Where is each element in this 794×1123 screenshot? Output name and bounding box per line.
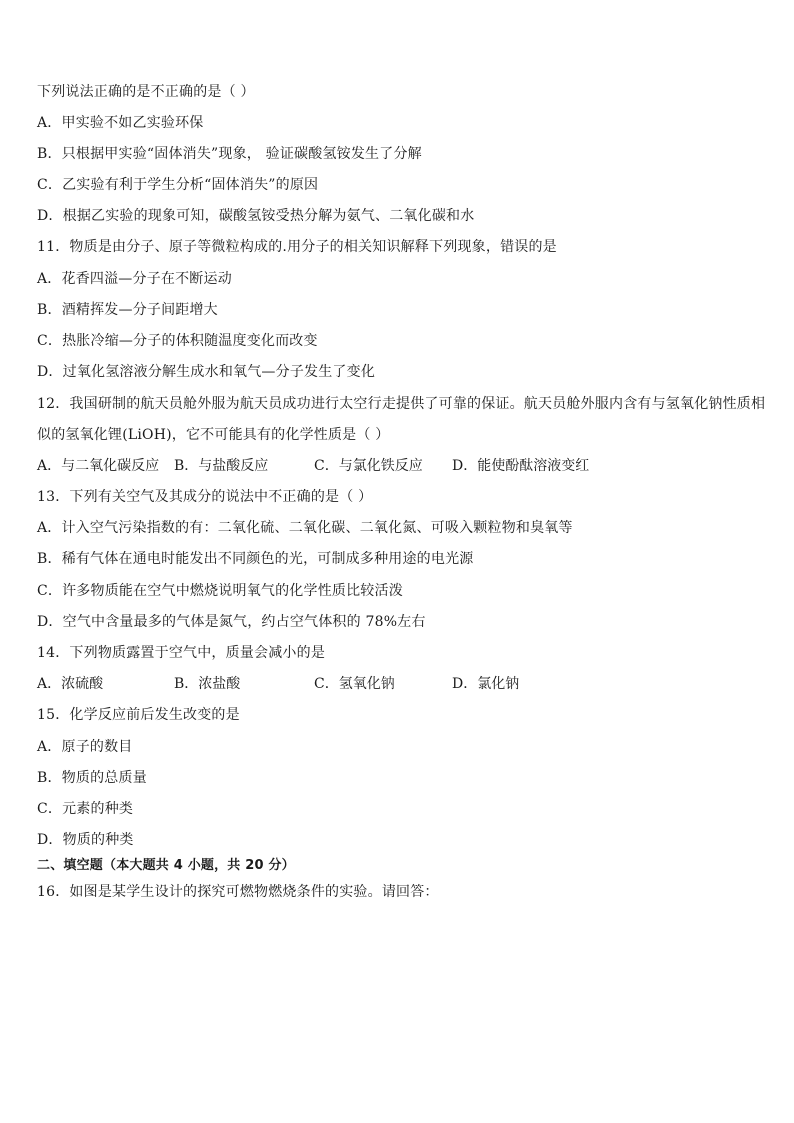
q13-option-c: C．许多物质能在空气中燃烧说明氧气的化学性质比较活泼 <box>37 583 403 599</box>
q13-stem: 13．下列有关空气及其成分的说法中不正确的是（ ） <box>37 489 373 505</box>
q16-stem: 16．如图是某学生设计的探究可燃物燃烧条件的实验。请回答： <box>37 884 439 900</box>
q12-option-c: C．与氯化铁反应 <box>314 458 423 474</box>
q11-option-c: C．热胀冷缩—分子的体积随温度变化而改变 <box>37 333 318 349</box>
q12-option-d: D．能使酚酞溶液变红 <box>452 458 590 474</box>
q14-option-b: B．浓盐酸 <box>174 676 241 692</box>
q11-stem: 11．物质是由分子、原子等微粒构成的.用分子的相关知识解释下列现象，错误的是 <box>37 239 557 255</box>
q11-option-b: B．酒精挥发—分子间距增大 <box>37 302 218 318</box>
q10-option-d: D．根据乙实验的现象可知，碳酸氢铵受热分解为氨气、二氧化碳和水 <box>37 208 475 224</box>
q15-stem: 15．化学反应前后发生改变的是 <box>37 707 240 723</box>
q10-stem: 下列说法正确的是不正确的是（ ） <box>37 84 255 100</box>
q11-option-d: D．过氧化氢溶液分解生成水和氧气—分子发生了变化 <box>37 364 376 380</box>
q13-option-d: D．空气中含量最多的气体是氮气，约占空气体积的 78%左右 <box>37 614 426 630</box>
q10-option-a: A．甲实验不如乙实验环保 <box>37 115 204 131</box>
q11-option-a: A．花香四溢—分子在不断运动 <box>37 271 232 287</box>
q14-options-row <box>37 675 757 693</box>
q14-option-d: D．氯化钠 <box>452 676 520 692</box>
q12-options-row <box>37 457 757 475</box>
q12-stem-line1: 12．我国研制的航天员舱外服为航天员成功进行太空行走提供了可靠的保证。航天员舱外服内含有与氢氧化钠性质相 <box>37 396 766 412</box>
q15-option-c: C．元素的种类 <box>37 801 134 817</box>
q12-option-a: A．与二氧化碳反应 <box>37 458 160 474</box>
q12-stem-line2: 似的氢氧化锂(LiOH)，它不可能具有的化学性质是（ ） <box>37 427 390 443</box>
q10-option-c: C．乙实验有利于学生分析“固体消失”的原因 <box>37 177 319 193</box>
q10-option-b: B．只根据甲实验“固体消失”现象， 验证碳酸氢铵发生了分解 <box>37 146 422 162</box>
q15-option-d: D．物质的种类 <box>37 832 134 848</box>
q14-stem: 14．下列物质露置于空气中，质量会减小的是 <box>37 645 326 661</box>
q15-option-a: A．原子的数目 <box>37 739 133 755</box>
section-heading-fill-in: 二、填空题（本大题共 4 小题，共 20 分） <box>37 858 295 873</box>
q14-option-c: C．氢氧化钠 <box>314 676 395 692</box>
q14-option-a: A．浓硫酸 <box>37 676 104 692</box>
q12-option-b: B．与盐酸反应 <box>174 458 269 474</box>
q13-option-b: B．稀有气体在通电时能发出不同颜色的光，可制成多种用途的电光源 <box>37 551 474 567</box>
q13-option-a: A．计入空气污染指数的有：二氧化硫、二氧化碳、二氧化氮、可吸入颗粒物和臭氧等 <box>37 520 573 536</box>
q15-option-b: B．物质的总质量 <box>37 770 147 786</box>
